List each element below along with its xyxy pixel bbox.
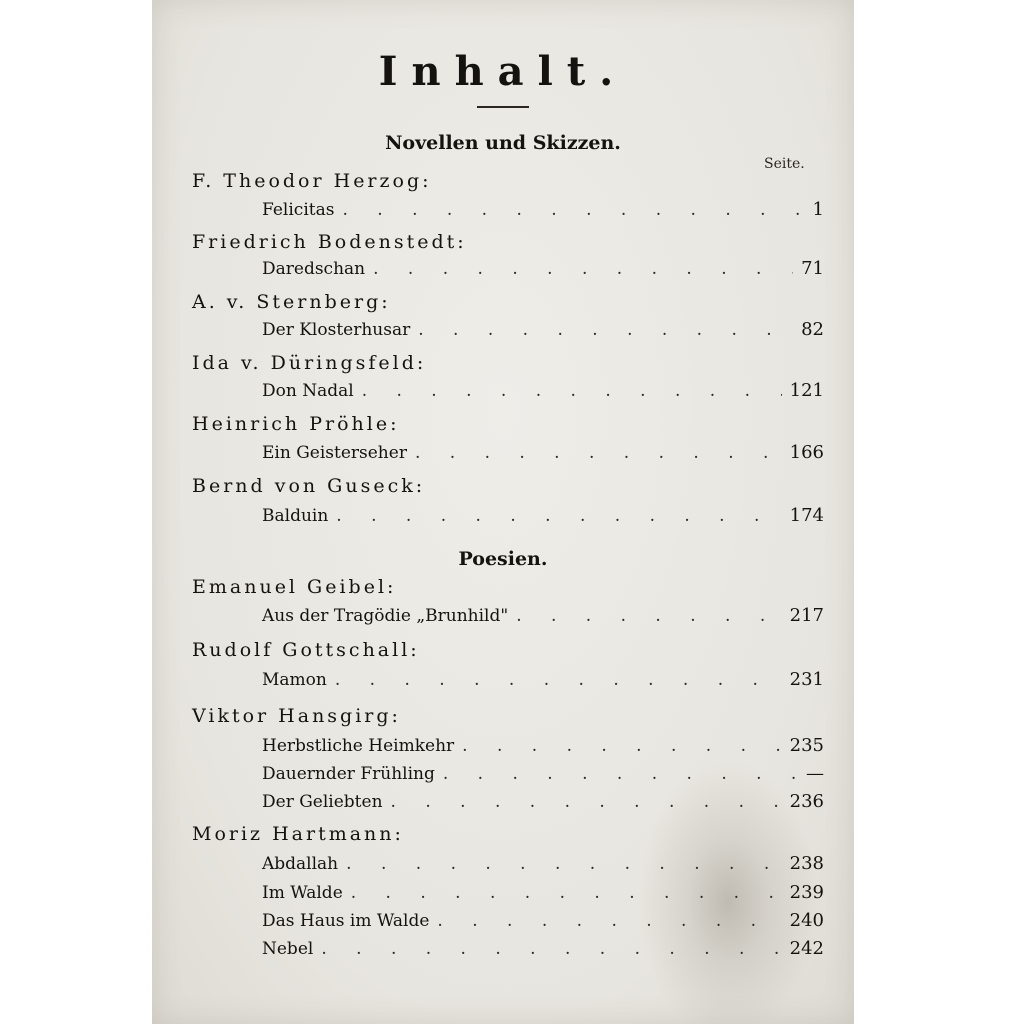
toc-entry <box>262 199 824 225</box>
toc-author: F. Theodor Herzog: <box>192 170 432 192</box>
toc-author: Friedrich Bodenstedt: <box>192 231 467 253</box>
toc-entry <box>262 853 824 879</box>
toc-entry <box>262 669 824 695</box>
page-column-label: Seite. <box>764 156 805 172</box>
toc-entry-page: 174 <box>789 505 824 526</box>
toc-entry-title: Nebel <box>262 939 314 959</box>
toc-entry <box>262 791 824 817</box>
toc-entry <box>262 319 824 345</box>
toc-entry-title: Das Haus im Walde <box>262 911 430 931</box>
toc-author: Ida v. Düringsfeld: <box>192 352 427 374</box>
dot-leader <box>516 606 781 626</box>
toc-entry-title: Der Klosterhusar <box>262 320 411 340</box>
toc-entry-title: Balduin <box>262 506 329 526</box>
toc-entry-page: — <box>806 763 824 784</box>
toc-entry <box>262 258 824 284</box>
toc-entry-page: 71 <box>801 258 824 279</box>
dot-leader <box>418 320 793 340</box>
toc-author: Viktor Hansgirg: <box>192 705 401 727</box>
dot-leader <box>391 792 782 812</box>
dot-leader <box>437 911 781 931</box>
toc-entry-page: 82 <box>801 319 824 340</box>
toc-entry-title: Herbstliche Heimkehr <box>262 736 455 756</box>
toc-entry-page: 239 <box>789 882 824 903</box>
title-divider <box>477 106 529 108</box>
toc-entry <box>262 505 824 531</box>
toc-entry-page: 231 <box>789 669 824 690</box>
toc-entry-page: 217 <box>789 605 824 626</box>
toc-entry <box>262 735 824 761</box>
toc-author: Rudolf Gottschall: <box>192 639 420 661</box>
dot-leader <box>362 381 782 401</box>
dot-leader <box>462 736 782 756</box>
toc-entry-title: Ein Geisterseher <box>262 443 407 463</box>
page-title: Inhalt. <box>378 48 628 95</box>
toc-author: Bernd von Guseck: <box>192 475 426 497</box>
toc-author: A. v. Sternberg: <box>192 291 391 313</box>
toc-entry-page: 121 <box>789 380 824 401</box>
dot-leader <box>415 443 782 463</box>
toc-entry-title: Aus der Tragödie „Brunhild" <box>262 606 509 626</box>
toc-entry-title: Daredschan <box>262 259 366 279</box>
section-heading-poesien: Poesien. <box>458 548 548 570</box>
toc-entry-page: 1 <box>812 199 824 220</box>
book-page <box>152 0 854 1024</box>
toc-author: Moriz Hartmann: <box>192 823 404 845</box>
toc-entry <box>262 763 824 789</box>
dot-leader <box>335 670 782 690</box>
toc-author: Emanuel Geibel: <box>192 576 397 598</box>
dot-leader <box>351 883 782 903</box>
toc-entry <box>262 442 824 468</box>
toc-entry-title: Felicitas <box>262 200 335 220</box>
toc-entry-page: 238 <box>789 853 824 874</box>
dot-leader <box>443 764 798 784</box>
dot-leader <box>342 200 804 220</box>
toc-entry <box>262 605 824 631</box>
dot-leader <box>373 259 793 279</box>
toc-entry-page: 166 <box>789 442 824 463</box>
dot-leader <box>336 506 781 526</box>
toc-entry-title: Dauernder Frühling <box>262 764 435 784</box>
toc-entry-title: Im Walde <box>262 883 343 903</box>
dot-leader <box>346 854 782 874</box>
toc-entry-title: Der Geliebten <box>262 792 383 812</box>
section-heading-novellen: Novellen und Skizzen. <box>385 132 621 154</box>
toc-entry-title: Abdallah <box>262 854 339 874</box>
toc-entry-page: 242 <box>789 938 824 959</box>
toc-entry <box>262 910 824 936</box>
toc-entry-title: Don Nadal <box>262 381 354 401</box>
toc-entry <box>262 938 824 964</box>
toc-entry-page: 240 <box>789 910 824 931</box>
toc-entry <box>262 882 824 908</box>
dot-leader <box>321 939 781 959</box>
toc-entry <box>262 380 824 406</box>
toc-entry-page: 235 <box>789 735 824 756</box>
toc-entry-page: 236 <box>789 791 824 812</box>
toc-author: Heinrich Pröhle: <box>192 413 400 435</box>
toc-entry-title: Mamon <box>262 670 327 690</box>
